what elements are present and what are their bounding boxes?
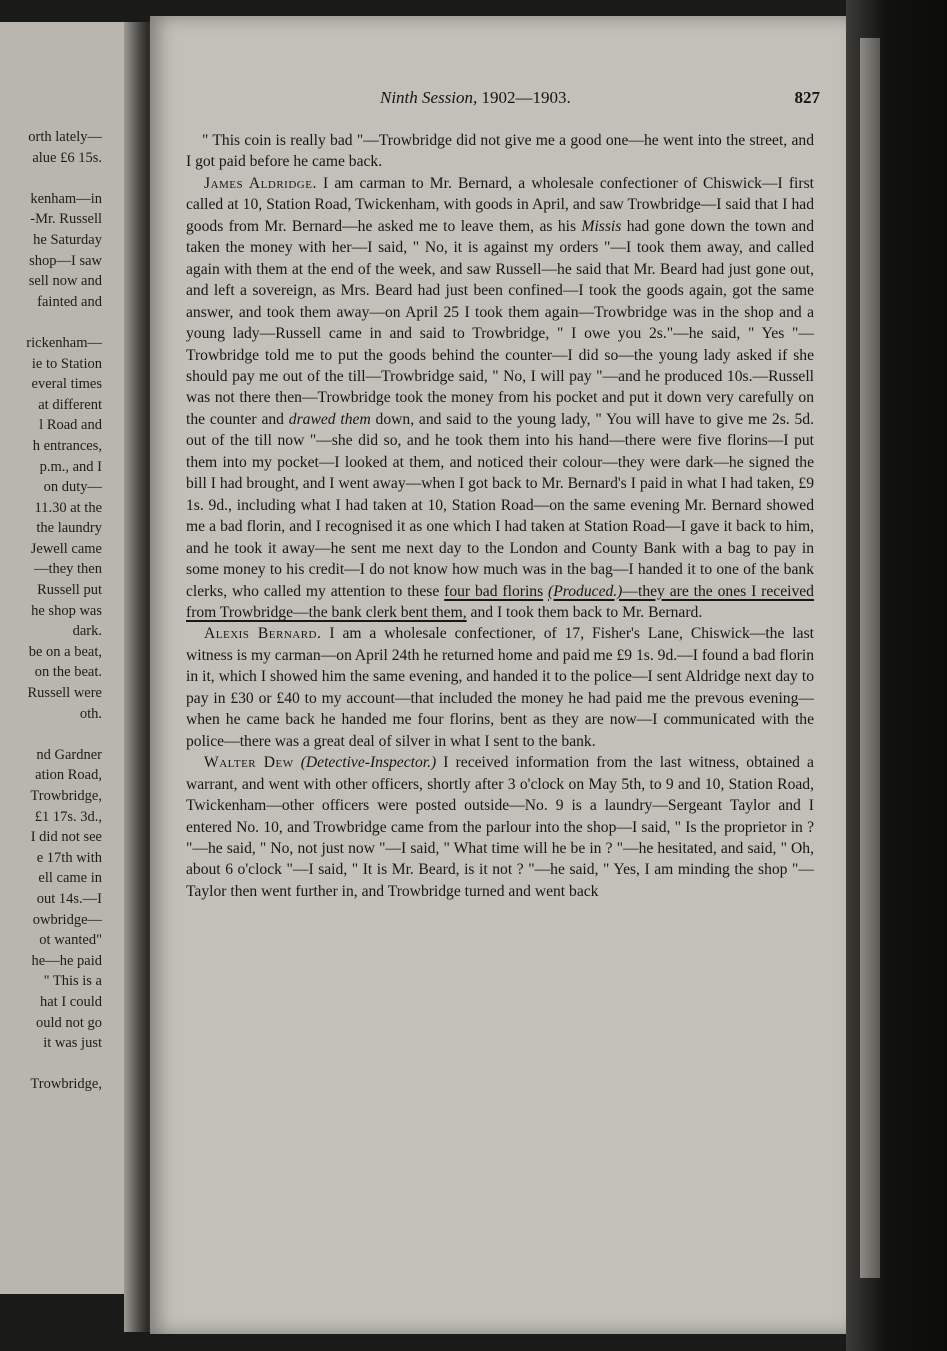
left-page-line: [0, 1054, 102, 1075]
page-number: 827: [794, 88, 820, 107]
left-page-line: everal times: [31, 376, 102, 393]
left-page-line: Trowbridge,: [30, 1076, 102, 1093]
left-page-line: ot wanted": [39, 932, 102, 949]
left-page-line: p.m., and I: [39, 458, 102, 475]
left-page-line: l Road and: [39, 417, 102, 434]
left-page-line: Trowbridge,: [30, 788, 102, 804]
underlined-text: —they are the ones I received from Trowbridge—the bank clerk bent them,: [186, 582, 814, 621]
running-header: [380, 88, 820, 112]
left-page-line: " This is a: [43, 973, 102, 990]
left-page-line: on the beat.: [34, 664, 102, 681]
left-page-line: £1 17s. 3d.,: [34, 808, 102, 825]
left-page-line: fainted and: [37, 293, 102, 310]
left-page-line: h entrances,: [32, 437, 102, 454]
left-page-line: e 17th with: [36, 849, 102, 866]
left-page-line: [0, 312, 102, 333]
witness-name: James Aldridge.: [204, 174, 317, 192]
left-page-line: owbridge—: [32, 911, 102, 928]
left-page-line: kenham—in: [30, 190, 102, 207]
left-page-line: ie to Station: [31, 355, 102, 372]
left-page-line: he shop was: [31, 602, 102, 619]
left-page-line: [0, 724, 102, 745]
paragraph-dew: Walter Dew (Detective-Inspector.) I received information from the last witness, obtained a warrant, and went with other officers, shortly after 3 o'clock on May 5th, to 9 and 10, Station Road, Twickenham—other officers were posted outside—No. 9 is a laundry—Sergeant Taylor and I entered No. 10, and Trowbridge came from the parlour into the shop—I said, " Is the proprietor in ? "—he said, " No, not just now "—I said, " What time will he be in ? "—he hesitated, and said, " Oh, about 6 o'clock "—I said, " It is Mr. Beard, is it not ? "—he said, " Yes, I am minding the shop "—Taylor then went further in, and Trowbridge turned and went back: [186, 754, 814, 900]
left-page-line: he—he paid: [31, 952, 102, 969]
left-page-line: ould not go: [35, 1014, 102, 1031]
left-page-line: Russell put: [37, 582, 102, 599]
witness-name: Walter Dew: [204, 754, 294, 772]
paragraph-1: " This coin is really bad "—Trowbridge did not give me a good one—he went into the street, and I got paid before he came back.: [186, 132, 814, 171]
witness-role: (Detective-Inspector.): [300, 754, 437, 772]
left-page-line: 11.30 at the: [34, 499, 102, 516]
left-page-line: out 14s.—I: [36, 890, 102, 907]
left-page-line: hat I could: [39, 993, 102, 1010]
left-page-text: [0, 127, 102, 1095]
left-page-line: it was just: [43, 1035, 102, 1052]
left-page-line: orth lately—: [28, 129, 102, 145]
left-page-line: -Mr. Russell: [30, 211, 102, 228]
left-page-line: [0, 168, 102, 189]
left-page-line: be on a beat,: [28, 643, 102, 660]
left-page: [0, 22, 128, 1294]
paragraph-aldridge: James Aldridge. I am carman to Mr. Bernard, a wholesale confectioner of Chiswick—I first called at 10, Station Road, Twickenham, with goods in April, and saw Trowbridge—I said that I had goods from Mr. Bernard—he asked me to leave them, as his Missis had gone down the town and taken the money with her—I said, " No, it is against my orders "—I took them away, and called again with them at the end of the week, and saw Russell—he said that Mr. Beard had just gone out, and left a sovereign, as Mrs. Beard had just been confined—I took the goods again, got the same answer, and took them away—on April 25 I took them again—Trowbridge was in the shop and a young lady—Russell came in and said to Trowbridge, " I owe you 2s."—he said, " Yes "—Trowbridge told me to put the goods behind the counter—I did so—the young lady asked if she should pay me out of the till—Trowbridge said, " No, I will pay "—and he produced 10s.—Russell was not there then—Trowbridge took the money from his pocket and put it down very carefully on the counter and drawed them down, and said to the young lady, " You will have to give me 2s. 5d. out of the till now "—she did so, and he took them into his hand—there were five florins—I put them into my pocket—I looked at them, and noticed their colour—they were dark—he signed the bill I had brought, and I went away—when I got back to Mr. Bernard's I paid in what I had taken, £9 1s. 9d., including what I had taken at 10, Station Road—on the same evening Mr. Bernard showed me a bad florin, and I recognised it as one which I had taken at Station Road—I gave it back to him, and he took it away—he sent me next day to the London and County Bank with a bag to pay in some money to his credit—I do not know how much was in the bag—I handed it to one of the bank clerks, who called my attention to these four bad florins (Produced.)—they are the ones I received from Trowbridge—the bank clerk bent them, and I took them back to Mr. Bernard.: [186, 174, 814, 621]
left-page-line: on duty—: [43, 479, 102, 496]
left-page-line: alue £6 15s.: [32, 149, 102, 166]
left-page-line: Russell were: [27, 685, 102, 702]
session-title: Ninth Session, 1902—1903.: [380, 88, 571, 107]
left-page-line: dark.: [72, 623, 102, 640]
left-page-line: he Saturday: [33, 231, 102, 248]
left-page-line: the laundry: [36, 520, 102, 537]
paragraph-bernard: Alexis Bernard. I am a wholesale confectioner, of 17, Fisher's Lane, Chiswick—the last witness is my carman—on April 24th he returned home and paid me £9 1s. 9d.—I found a bad florin in it, which I showed him the same evening, and handed it to the police—I sent Aldridge next day to pay in £30 or £40 to my account—that included the money he had paid me the prevous evening—when he came back he handed me four florins, bent as they are now—I communicated with the police—there was a great deal of silver in what I sent to the bank.: [186, 625, 814, 750]
left-page-line: ation Road,: [35, 767, 102, 784]
witness-name: Alexis Bernard.: [204, 625, 322, 643]
left-page-line: Jewell came: [30, 540, 102, 557]
left-page-line: sell now and: [28, 273, 102, 290]
left-page-line: rickenham—: [26, 334, 102, 351]
underlined-text: four bad florins: [444, 582, 544, 600]
left-page-line: I did not see: [30, 829, 102, 846]
left-page-line: oth.: [79, 705, 102, 722]
left-page-line: nd Gardner: [36, 746, 102, 763]
main-text: [186, 130, 814, 902]
left-page-line: at different: [38, 396, 102, 413]
left-page-line: ell came in: [38, 870, 102, 887]
session-year: 1902—1903.: [481, 88, 571, 107]
left-page-line: shop—I saw: [29, 252, 102, 269]
left-page-line: —they then: [33, 561, 102, 578]
page-edge-strip: [860, 38, 880, 1278]
